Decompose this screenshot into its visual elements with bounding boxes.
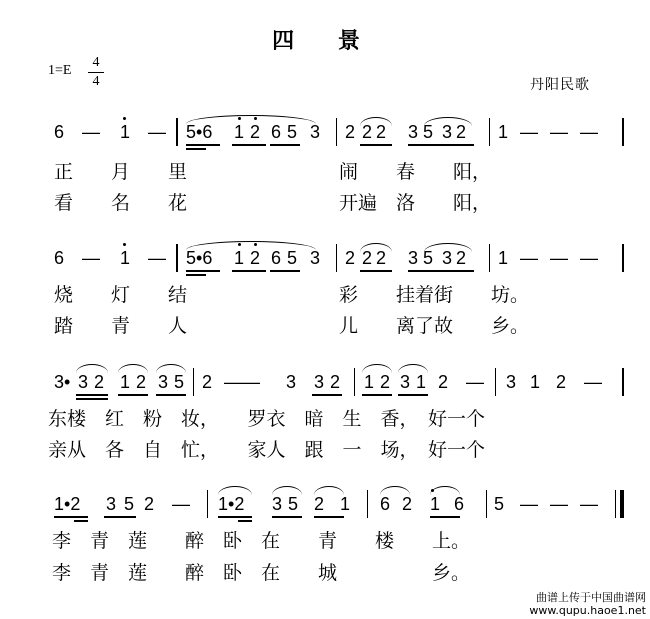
lyric-line-1-verse-1: 正 月 里 闹 春 阳， (54, 161, 492, 183)
song-title: 四 景 (272, 28, 378, 54)
lyric-line-2-verse-1: 烧 灯 结 彩 挂着街 坊。 (54, 284, 530, 306)
watermark-line-1: 曲谱上传于中国曲谱网 (536, 591, 646, 604)
lyric-line-3-verse-1: 东楼 红 粉 妆， 罗衣 暗 生 香， 好一个 (48, 408, 486, 430)
watermark (529, 591, 646, 617)
time-signature-top: 4 (92, 55, 100, 70)
time-signature-bottom: 4 (92, 74, 100, 89)
lyric-line-4-verse-2: 李 青 莲 醉 卧 在 城 乡。 (52, 562, 471, 584)
watermark-line-2: www.qupu.haoe1.net (529, 604, 646, 617)
lyric-line-1-verse-2: 看 名 花 开遍 洛 阳， (54, 192, 492, 214)
song-origin: 丹阳民歌 (530, 77, 590, 93)
time-signature (88, 55, 104, 90)
lyric-line-4-verse-1: 李 青 莲 醉 卧 在 青 楼 上。 (52, 530, 471, 552)
lyric-line-3-verse-2: 亲从 各 自 忙， 家人 跟 一 场， 好一个 (48, 439, 486, 461)
lyric-line-2-verse-2: 踏 青 人 儿 离了故 乡。 (54, 315, 530, 337)
key-signature: 1=E (48, 63, 72, 78)
